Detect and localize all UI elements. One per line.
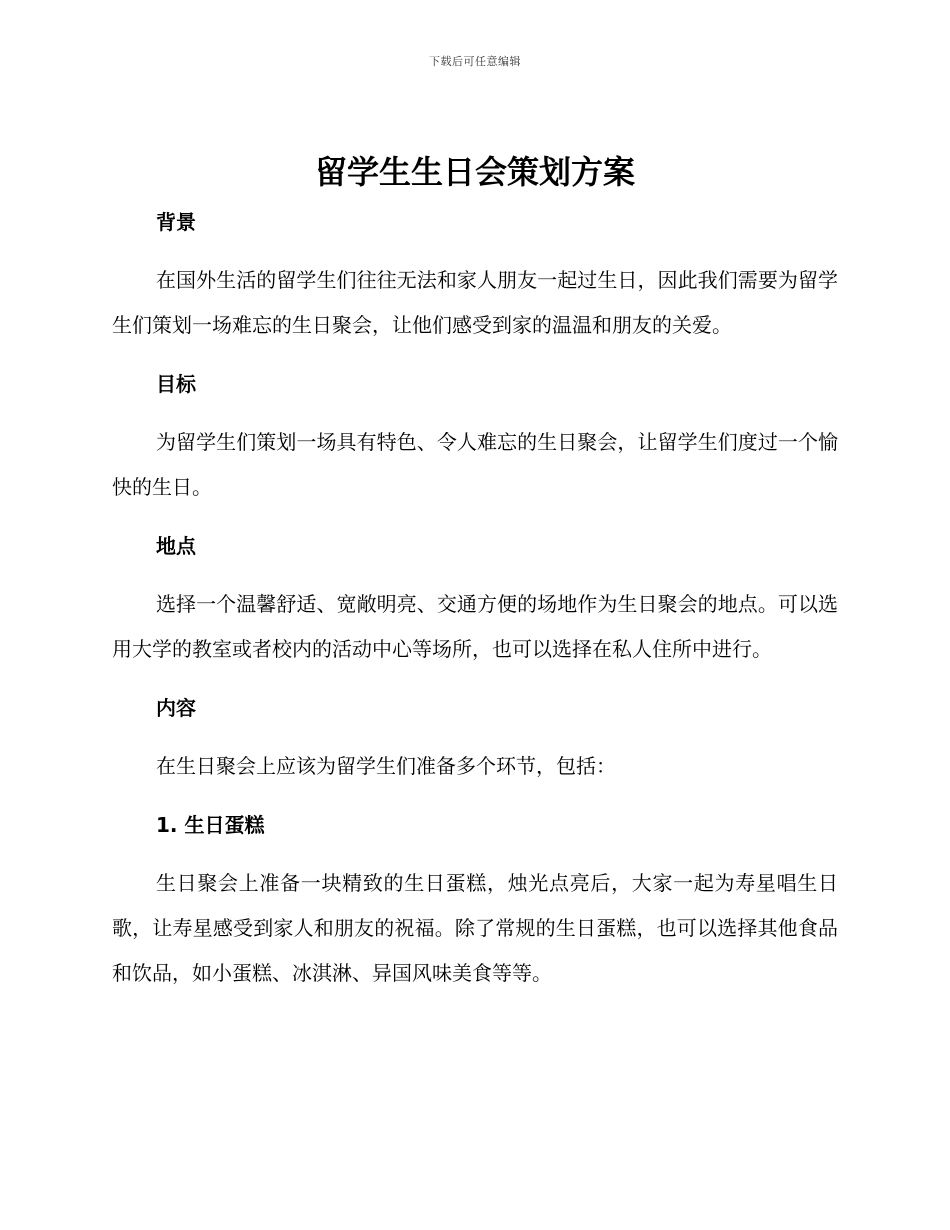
section-background	[112, 200, 838, 362]
section-content	[112, 686, 838, 803]
document-body	[112, 200, 838, 996]
section-goal	[112, 362, 838, 524]
paragraph-location: 选择一个温馨舒适、宽敞明亮、交通方便的场地作为生日聚会的地点。可以选用大学的教室或者校内的活动中心等场所，也可以选择在私人住所中进行。	[112, 592, 838, 661]
section-heading-content: 内容	[156, 696, 196, 720]
paragraph-background: 在国外生活的留学生们往往无法和家人朋友一起过生日，因此我们需要为留学生们策划一场难忘的生日聚会，让他们感受到家的温温和朋友的关爱。	[112, 268, 838, 337]
section-cake	[112, 803, 838, 996]
section-heading-cake: 1. 生日蛋糕	[156, 813, 265, 837]
paragraph-cake: 生日聚会上准备一块精致的生日蛋糕，烛光点亮后，大家一起为寿星唱生日歌，让寿星感受到家人和朋友的祝福。除了常规的生日蛋糕，也可以选择其他食品和饮品，如小蛋糕、冰淇淋、异国风味美食等等。	[112, 871, 838, 985]
section-heading-goal: 目标	[156, 372, 196, 396]
document-title: 留学生生日会策划方案	[314, 153, 635, 191]
section-heading-location: 地点	[156, 534, 196, 558]
section-location	[112, 524, 838, 686]
paragraph-content: 在生日聚会上应该为留学生们准备多个环节，包括：	[156, 754, 616, 778]
page-header-note: 下载后可任意编辑	[429, 55, 521, 68]
paragraph-goal: 为留学生们策划一场具有特色、令人难忘的生日聚会，让留学生们度过一个愉快的生日。	[112, 430, 838, 499]
section-heading-background: 背景	[156, 210, 196, 234]
